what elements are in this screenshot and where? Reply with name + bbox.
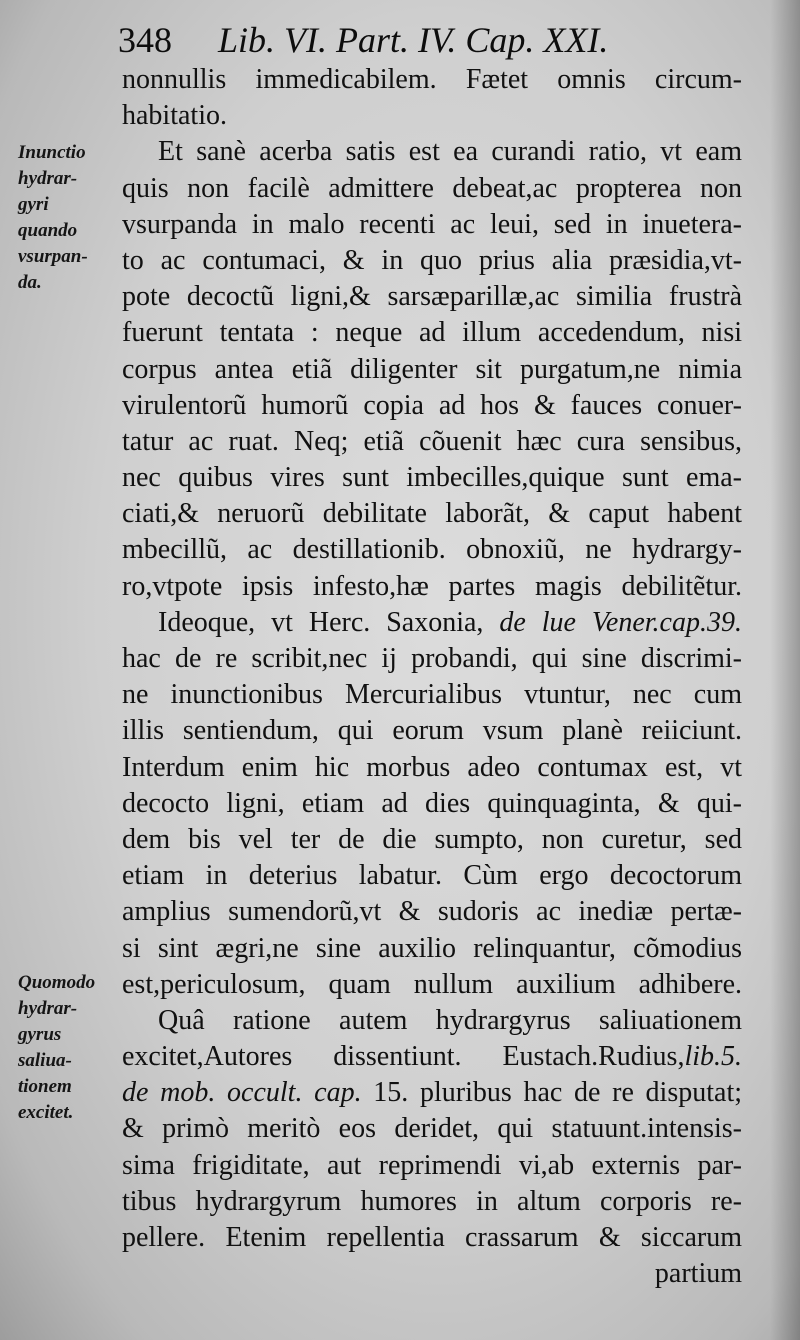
- text-line: nonnullis immedicabilem. Fætet omnis circum-: [122, 64, 742, 95]
- text-line: sima frigiditate, aut reprimendi vi,ab externis par-: [122, 1149, 742, 1181]
- text-line: quis non facilè admittere debeat,ac propterea non: [122, 172, 742, 204]
- text-line: vsurpanda in malo recenti ac leui, sed in inuetera-: [122, 208, 742, 240]
- margin-note-line: gyri: [18, 194, 49, 215]
- margin-note-line: saliua-: [18, 1050, 72, 1071]
- text-line: decocto ligni, etiam ad dies quinquaginta, & qui-: [122, 787, 742, 819]
- running-header: [118, 18, 678, 62]
- margin-note-quomodo: [18, 970, 122, 1126]
- text-line-with-reference: [122, 1075, 742, 1111]
- text-run: excitet,Autores dissentiunt. Eustach.Rudius,: [122, 1041, 685, 1073]
- text-line: illis sentiendum, qui eorum vsum planè reiiciunt.: [122, 715, 742, 747]
- margin-note-line: vsurpan-: [18, 246, 88, 267]
- text-line: & primò meritò eos deridet, qui statuunt.intensis-: [122, 1113, 742, 1145]
- text-line: est,periculosum, quam nullum auxilium adhibere.: [122, 968, 742, 1000]
- text-line: fuerunt tentata : neque ad illum accedendum, nisi: [122, 317, 742, 349]
- catchword: partium: [654, 1258, 742, 1290]
- text-line: Interdum enim hic morbus adeo contumax est, vt: [122, 751, 742, 783]
- text-line: pellere. Etenim repellentia crassarum & siccarum: [122, 1222, 742, 1253]
- text-run: 15. pluribus hac de re disputat;: [373, 1077, 743, 1109]
- text-line: Quâ ratione autem hydrargyrus saliuationem: [158, 1004, 742, 1036]
- margin-note-line: excitet.: [18, 1102, 74, 1123]
- text-line: tibus hydrargyrum humores in altum corporis re-: [122, 1185, 742, 1217]
- margin-note-line: Inunctio: [18, 142, 86, 163]
- margin-note-line: quando: [18, 220, 78, 241]
- text-line: Et sanè acerba satis est ea curandi ratio, vt eam: [158, 136, 742, 168]
- italic-reference: de mob. occult. cap.: [122, 1077, 362, 1109]
- text-line: ro,vtpote ipsis infesto,hæ partes magis debilitẽtur.: [122, 570, 742, 602]
- text-line: etiam in deterius labatur. Cùm ergo decoctorum: [122, 860, 742, 892]
- text-line: to ac contumaci, & in quo prius alia præsidia,vt-: [122, 244, 742, 276]
- margin-note-line: Quomodo: [18, 972, 96, 993]
- page-gutter-shadow: [770, 0, 800, 1340]
- text-line: hac de re scribit,nec ij probandi, qui sine discrimi-: [122, 643, 742, 674]
- text-line: virulentorũ humorũ copia ad hos & fauces conuer-: [122, 389, 742, 421]
- body-text: [122, 62, 742, 1292]
- italic-reference: de lue Vener.cap.39.: [499, 606, 742, 638]
- text-line: pote decoctũ ligni,& sarsæparillæ,ac similia frustrà: [122, 281, 742, 313]
- text-line: tatur ac ruat. Neq; etiã cõuenit hæc cura sensibus,: [122, 425, 742, 457]
- text-line: ne inunctionibus Mercurialibus vtuntur, nec cum: [122, 679, 742, 711]
- margin-note-line: hydrar-: [18, 168, 78, 189]
- text-run: Ideoque, vt Herc. Saxonia,: [158, 606, 484, 638]
- text-line: corpus antea etiã diligenter sit purgatum,ne nimia: [122, 353, 742, 385]
- margin-note-line: gyrus: [18, 1024, 62, 1045]
- text-line: nec quibus vires sunt imbecilles,quique sunt ema-: [122, 462, 742, 494]
- text-line-with-reference: [122, 1039, 742, 1075]
- margin-note-line: hydrar-: [18, 998, 78, 1019]
- italic-reference: lib.5.: [684, 1041, 742, 1073]
- margin-note-line: tionem: [18, 1076, 72, 1097]
- running-title: Lib. VI. Part. IV. Cap. XXI.: [218, 20, 609, 60]
- text-line: si sint ægri,ne sine auxilio relinquantur, cõmodius: [122, 932, 742, 964]
- text-line: mbecillũ, ac destillationib. obnoxiũ, ne hydrargy-: [122, 534, 742, 566]
- text-line: dem bis vel ter de die sumpto, non curetur, sed: [122, 823, 742, 855]
- margin-note-line: da.: [18, 272, 42, 293]
- text-line: amplius sumendorũ,vt & sudoris ac inediæ pertæ-: [122, 896, 742, 928]
- text-line: habitatio.: [122, 100, 227, 132]
- margin-note-inunctio: [18, 140, 122, 296]
- page-number: 348: [118, 20, 172, 60]
- text-line: ciati,& neruorũ debilitate laborãt, & caput habent: [122, 498, 742, 530]
- text-line-with-reference: [122, 605, 742, 641]
